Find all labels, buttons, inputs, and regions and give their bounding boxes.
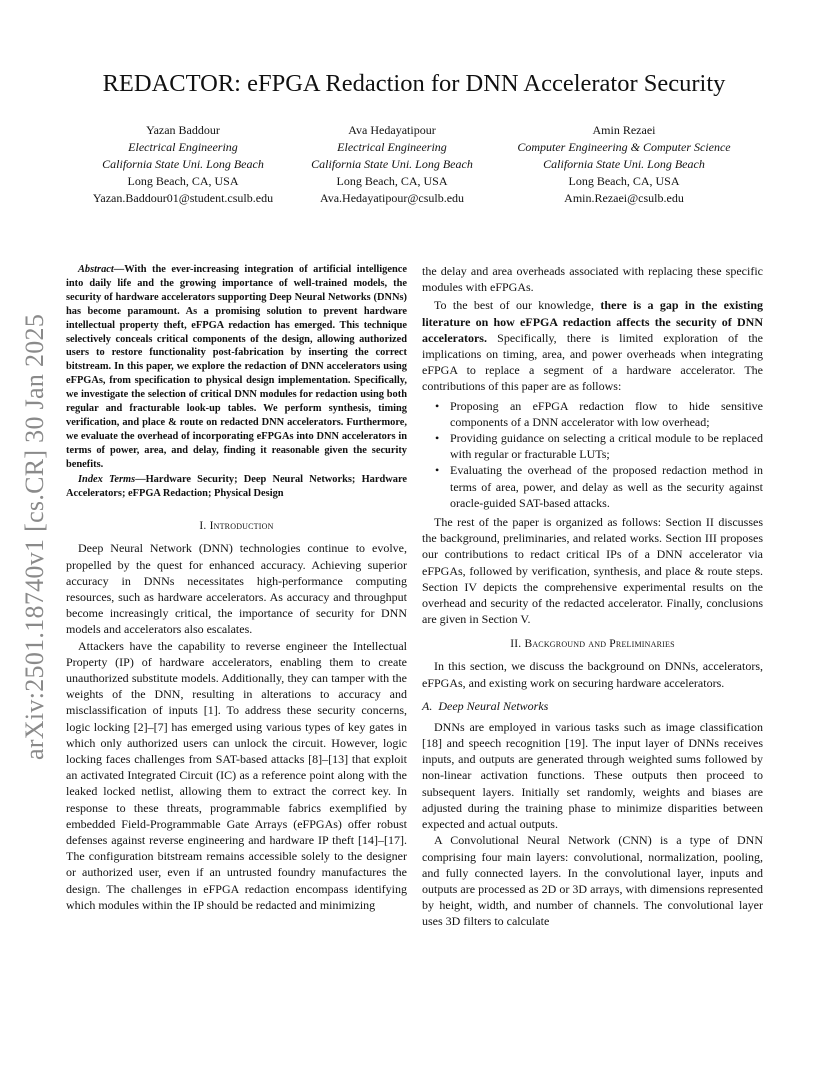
right-paragraph-2 <box>422 297 763 394</box>
intro-paragraph-2: Attackers have the capability to reverse engineer the Intellectual Property (IP) of hardware accelerators, enabling them to create unauthorized substitute models. Additionally, they can tamper with the weights of the DNN, resulting in alterations to accuracy and misclassification of inputs [1]. To address these security concerns, logic locking [2]–[7] has emerged using various types of key gates in which only authorized users can unlock the circuit. However, logic locking faces challenges from SAT-based attacks [8]–[13] that exploit an activated Integrated Circuit (IC) as a reference point along with the leaked locked netlist, allowing them to extract the correct key. In response to these threats, programmable fabrics exemplified by embedded Field-Programmable Gate Arrays (eFPGAs) offer robust defenses against reverse engineering and hardware IP theft [14]–[17]. The configuration bitstream remains accessible solely to the designer or authorized user, even if an untrusted foundry manufactures the design. The challenges in eFPGA redaction encompass identifying which modules within the IP should be redacted and minimizing <box>66 638 407 912</box>
abstract-lead: Abstract <box>78 264 114 275</box>
author-email: Amin.Rezaei@csulb.edu <box>564 191 684 205</box>
list-item: • Evaluating the overhead of the proposed redaction method in terms of area, power, and delay as well as the security against oracle-guided SAT-based attacks. <box>450 462 763 511</box>
paper-title: REDACTOR: eFPGA Redaction for DNN Accelerator Security <box>102 70 726 97</box>
abstract <box>66 263 407 472</box>
author-name: Yazan Baddour <box>146 123 220 137</box>
author-department: Electrical Engineering <box>337 140 447 154</box>
index-terms-text: —Hardware Security; Deep Neural Networks; Hardware Accelerators; eFPGA Redaction; Physical Design <box>66 473 407 499</box>
abstract-text: —With the ever-increasing integration of artificial intelligence into daily life and the growing importance of well-trained models, the security of hardware accelerators supporting Deep Neural Networks (DNNs) has become paramount. As a promising solution to prevent hardware intellectual property theft, eFPGA redaction has emerged. This technique selectively conceals critical components of the design, allowing authorized users to restore functionality post-fabrication by inserting the correct bitstream. In this paper, we explore the redaction of DNN accelerators using eFPGAs, from specification to physical design implementation. Specifically, we investigate the selection of critical DNN modules for redaction using both regular and fracturable look-up tables. We perform synthesis, timing verification, and place & route on redacted DNN accelerators. Furthermore, we evaluate the overhead of incorporating eFPGAs into DNN accelerators in terms of power, area, and delay, finding it reasonable given the security benefits. <box>66 264 407 470</box>
right-column <box>422 263 763 930</box>
dnn-paragraph-1: DNNs are employed in various tasks such as image classification [18] and speech recognition [19]. The input layer of DNNs receives inputs, and outputs are generated through weighted sums followed by non-linear activation functions. These outputs then proceed to subsequent layers. Initially set randomly, weights and biases are adjusted during the training phase to minimize disparities between expected and actual outputs. <box>422 719 763 832</box>
author-1 <box>81 122 285 207</box>
author-institution: California State Uni. Long Beach <box>102 157 264 171</box>
right-paragraph-2-start: To the best of our knowledge, <box>434 298 601 313</box>
author-location: Long Beach, CA, USA <box>568 174 680 188</box>
author-institution: California State Uni. Long Beach <box>543 157 705 171</box>
author-location: Long Beach, CA, USA <box>127 174 239 188</box>
author-department: Computer Engineering & Computer Science <box>517 140 731 154</box>
subsection-heading-dnn: A. Deep Neural Networks <box>422 698 549 713</box>
right-paragraph-2-end: Specifically, there is limited exploration of the implications on timing, area, and power overheads when integrating eFPGA to replace a segment of a hardware accelerator. The contributions of this paper are as follows: <box>422 330 763 394</box>
right-paragraph-3: The rest of the paper is organized as follows: Section II discusses the background, preliminaries, and related works. Section III proposes our contributions to redact critical IPs of a DNN accelerator via eFPGAs, followed by verification, synthesis, and place & route steps. Section IV depicts the comprehensive experimental results on the overhead and security of the redacted accelerator. Finally, conclusions are given in Section V. <box>422 515 763 627</box>
author-email: Yazan.Baddour01@student.csulb.edu <box>92 191 274 205</box>
section-heading-introduction: I. Introduction <box>199 520 274 533</box>
index-terms <box>66 473 407 501</box>
list-item: • Proposing an eFPGA redaction flow to hide sensitive components of a DNN accelerator with low overhead; <box>450 398 763 430</box>
intro-paragraph-1: Deep Neural Network (DNN) technologies continue to evolve, propelled by the quest for enhanced accuracy. Achieving superior accuracy in DNNs necessitates high-performance computing resources, such as hardware accelerators. As accuracy and throughput become increasingly critical, the importance of security for DNN models and accelerators also escalates. <box>66 541 407 637</box>
author-name: Ava Hedayatipour <box>348 123 436 137</box>
left-column <box>66 263 407 913</box>
author-institution: California State Uni. Long Beach <box>311 157 473 171</box>
section-heading-background: II. Background and Preliminaries <box>510 638 675 651</box>
author-name: Amin Rezaei <box>592 123 656 137</box>
background-paragraph-1: In this section, we discuss the background on DNNs, accelerators, eFPGAs, and existing work on securing hardware accelerators. <box>422 659 763 690</box>
author-email: Ava.Hedayatipour@csulb.edu <box>319 191 465 205</box>
contributions-list <box>422 398 763 511</box>
right-paragraph-1: the delay and area overheads associated with replacing these specific modules with eFPGAs. <box>422 264 763 295</box>
index-terms-lead: Index Terms <box>78 473 136 485</box>
dnn-paragraph-2: A Convolutional Neural Network (CNN) is a type of DNN comprising four main layers: convolutional, normalization, pooling, and fully connected layers. In the convolutional layer, inputs and outputs are processed as 2D or 3D arrays, with dimensions represented by height, width, and number of channels. The convolutional layer uses 3D filters to calculate <box>422 833 763 929</box>
author-location: Long Beach, CA, USA <box>336 174 448 188</box>
list-item: • Providing guidance on selecting a critical module to be replaced with regular or fracturable LUTs; <box>450 430 763 462</box>
arxiv-identifier: arXiv:2501.18740v1 [cs.CR] 30 Jan 2025 <box>20 313 49 760</box>
author-3 <box>493 122 755 207</box>
author-department: Electrical Engineering <box>128 140 238 154</box>
research-gap-statement: there is a gap in the existing literature on how eFPGA redaction affects the security of DNN accelerators. <box>422 298 763 345</box>
author-2 <box>290 122 494 207</box>
